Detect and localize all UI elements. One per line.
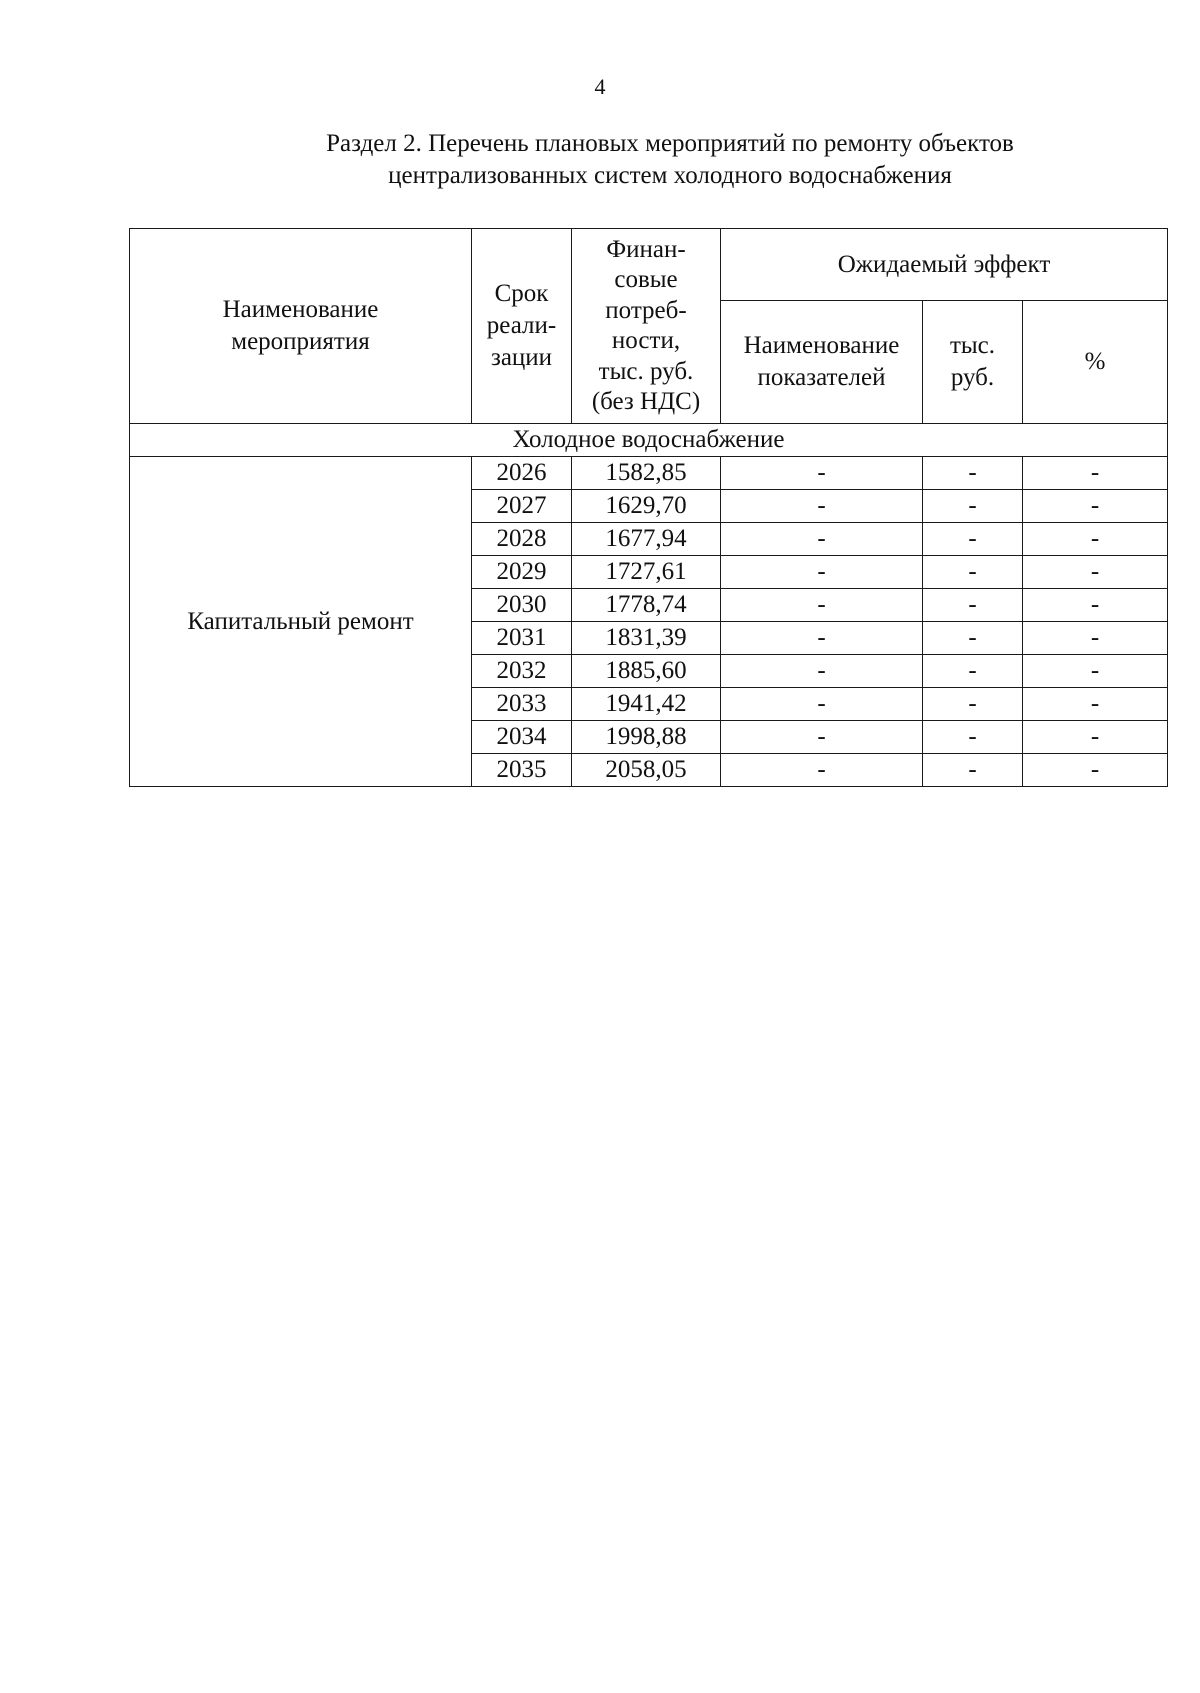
header-percent: % — [1023, 301, 1168, 424]
indicator-cell: - — [721, 721, 923, 754]
percent-cell: - — [1023, 688, 1168, 721]
header-indicator-name: Наименование показателей — [721, 301, 923, 424]
section-title-line-1: Раздел 2. Перечень плановых мероприятий по ремонту объектов — [326, 130, 1014, 157]
percent-cell: - — [1023, 490, 1168, 523]
amount-cell: 1727,61 — [572, 556, 721, 589]
thousand-rub-cell: - — [923, 655, 1023, 688]
percent-cell: - — [1023, 589, 1168, 622]
activity-name-cell: Капитальный ремонт — [130, 457, 472, 787]
indicator-cell: - — [721, 490, 923, 523]
indicator-cell: - — [721, 457, 923, 490]
amount-cell: 1778,74 — [572, 589, 721, 622]
amount-cell: 1831,39 — [572, 622, 721, 655]
year-cell: 2031 — [472, 622, 572, 655]
year-cell: 2026 — [472, 457, 572, 490]
indicator-cell: - — [721, 556, 923, 589]
thousand-rub-cell: - — [923, 688, 1023, 721]
amount-cell: 1941,42 — [572, 688, 721, 721]
thousand-rub-cell: - — [923, 754, 1023, 787]
indicator-cell: - — [721, 589, 923, 622]
indicator-cell: - — [721, 622, 923, 655]
amount-cell: 2058,05 — [572, 754, 721, 787]
year-cell: 2032 — [472, 655, 572, 688]
percent-cell: - — [1023, 523, 1168, 556]
thousand-rub-cell: - — [923, 721, 1023, 754]
indicator-cell: - — [721, 655, 923, 688]
indicator-cell: - — [721, 754, 923, 787]
percent-cell: - — [1023, 721, 1168, 754]
percent-cell: - — [1023, 754, 1168, 787]
year-cell: 2034 — [472, 721, 572, 754]
header-term: Срок реали- зации — [472, 229, 572, 424]
section-title — [200, 128, 1140, 192]
year-cell: 2027 — [472, 490, 572, 523]
amount-cell: 1582,85 — [572, 457, 721, 490]
indicator-cell: - — [721, 688, 923, 721]
year-cell: 2028 — [472, 523, 572, 556]
plan-table — [129, 228, 1168, 787]
year-cell: 2029 — [472, 556, 572, 589]
year-cell: 2035 — [472, 754, 572, 787]
group-row-cold-water: Холодное водоснабжение — [130, 424, 1168, 457]
amount-cell: 1998,88 — [572, 721, 721, 754]
thousand-rub-cell: - — [923, 589, 1023, 622]
year-cell: 2030 — [472, 589, 572, 622]
header-finance: Финан- совые потреб- ности, тыс. руб. (без НДС) — [572, 229, 721, 424]
amount-cell: 1677,94 — [572, 523, 721, 556]
amount-cell: 1629,70 — [572, 490, 721, 523]
amount-cell: 1885,60 — [572, 655, 721, 688]
table-row — [130, 457, 1168, 490]
page-number: 4 — [594, 74, 606, 99]
indicator-cell: - — [721, 523, 923, 556]
percent-cell: - — [1023, 556, 1168, 589]
percent-cell: - — [1023, 622, 1168, 655]
thousand-rub-cell: - — [923, 490, 1023, 523]
thousand-rub-cell: - — [923, 457, 1023, 490]
header-activity-name: Наименование мероприятия — [130, 229, 472, 424]
thousand-rub-cell: - — [923, 523, 1023, 556]
thousand-rub-cell: - — [923, 556, 1023, 589]
percent-cell: - — [1023, 457, 1168, 490]
year-cell: 2033 — [472, 688, 572, 721]
header-expected-effect: Ожидаемый эффект — [721, 229, 1168, 301]
header-thousand-rub: тыс. руб. — [923, 301, 1023, 424]
section-title-line-2: централизованных систем холодного водоснабжения — [388, 162, 952, 189]
percent-cell: - — [1023, 655, 1168, 688]
thousand-rub-cell: - — [923, 622, 1023, 655]
